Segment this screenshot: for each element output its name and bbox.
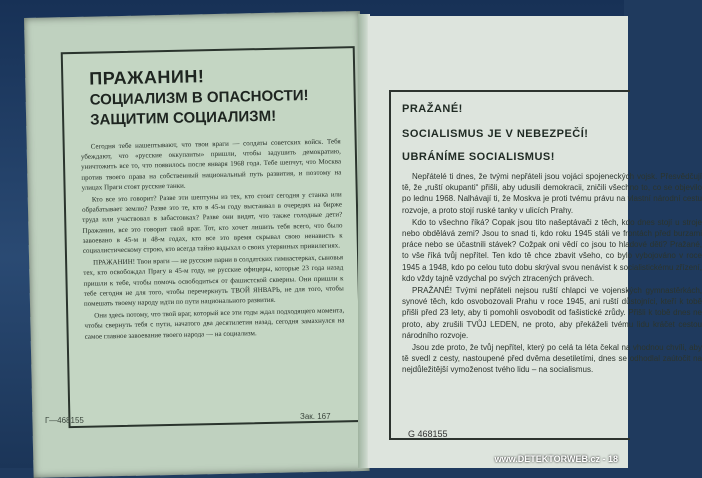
russian-paragraph: Сегодня тебе нашептывают, что твои враги — солдаты советских войск. Тебя убеждают, что «русские оккупанты» пришли, чтобы задушить демократию, уничтожить все то, что появилось после января 1968 года. Тебе шепчут, что Москва против твоего права на собственный национальный путь развития, и поэтому на улицах Праги стоят русские танки. — [80, 137, 342, 192]
russian-body-text — [81, 136, 345, 343]
left-page — [24, 11, 370, 478]
left-footer-order: Зак. 167 — [300, 412, 331, 421]
czech-paragraph: Kdo to všechno říká? Copak jsou tito našeptávači z těch, kdo dnes stojí u stroje nebo obdělává zemi? Jsou to snad ti, kdo roku 1945 stáli ve frontách před burzami práce nebo se účastnili stávek? Cožpak oni vědí co jsou to hladové děti? Pražané, to vše říká tvůj nepřítel. Ten kdo tě chce zbavit všeho, co bylo vybojováno v roce 1945 a 1948, kdo po celou tuto dobu skrýval svou nenávist k socialistickému zřízení, kdo vždy tajně vzdychal po svých ztracených právech. — [402, 217, 702, 283]
right-footer-code: G 468155 — [408, 429, 448, 439]
czech-paragraph: Nepřátelé ti dnes, že tvými nepřáteli jsou vojáci spojeneckých vojsk. Přesvědčují tě, že „ruští okupanti“ přišli, aby udusili demokracii, zničili všechno to, co se objevilo po lednu 1968. Nalhávají ti, že Moskva je proti tvému právu na vlastní národní cestu rozvoje, a proto stojí ruské tanky v ulicích Prahy. — [402, 172, 702, 215]
czech-paragraph: Jsou zde proto, že tvůj nepřítel, který po celá ta léta čekal na vhodnou chvíli, aby tě svedl z cesty, nastoupené před dvěma desetiletími, dnes se odhodlal zaútočit na nejdůležitější vymoženost tvého lidu – na socialismus. — [402, 343, 702, 375]
russian-heading-line-3: ЗАЩИТИМ СОЦИАЛИЗМ! — [89, 107, 277, 129]
czech-leaflet-frame — [389, 90, 702, 440]
czech-heading-line-3: UBRÁNÍME SOCIALISMUS! — [402, 151, 555, 163]
right-page — [368, 16, 702, 468]
russian-heading-line-2: СОЦИАЛИЗМ В ОПАСНОСТИ! — [89, 87, 309, 109]
russian-heading-line-1: ПРАЖАНИН! — [89, 66, 205, 89]
watermark-text: www.DETEKTORWEB.cz - 18 — [494, 454, 618, 464]
russian-paragraph: Они здесь потому, что твой враг, который все эти годы ждал подходящего момента, чтобы свернуть тебя с пути, начатого два десятилетия назад, сегодня замахнулся на самое главное завоевание твоего народа — на социализм. — [84, 306, 345, 341]
czech-heading-line-1: PRAŽANÉ! — [402, 103, 463, 115]
russian-paragraph: ПРАЖАНИН! Твои враги — не русские парни в солдатских гимнастерках, сыновья тех, кто освобождал Прагу в 45-м году, не русские офицеры, которые 23 года назад пришли к тебе, чтобы помочь освободиться от фашистской скверны. Они пришли к тебе сегодня не для того, чтобы перечеркнуть ТВОЙ ЯНВАРЬ, не для того, чтобы помешать твоему народу идти по пути национального развития. — [83, 253, 344, 308]
czech-body-text — [402, 171, 702, 377]
czech-paragraph: PRAŽANÉ! Tvými nepřáteli nejsou ruští chlapci ve vojenských gymnastěrkách, synové těch, kdo osvobozovali Prahu v roce 1945, ani ruští důstojníci, kteří k tobě přišli před 23 lety, aby ti pomohli osvobodit od fašistické zrůdy. Přišli k tobě dnes ne proto, aby zrušili TVŮJ LEDEN, ne proto, aby překáželi tvému lidu kráčet cestou národního rozvoje. — [402, 286, 702, 340]
russian-paragraph: Кто все это говорит? Разве эти шептуны из тех, кто стоит сегодня у станка или обрабатывает землю? Разве это те, кто в 45-м году выстаивал в очередях на бирже труда или участвовал в забастовках? Разве они видят, что также голодные дети? Пражанин, все это говорит твой враг. Тот, кто хочет лишить тебя всего, что было завоевано в 45-м и 48-м годах, кто все это время скрывал свою ненависть к социалистическому строю, кто всегда тайно вздыхал о своих утерянных привилегиях. — [81, 190, 343, 255]
left-footer-code: Г—468155 — [45, 416, 84, 425]
russian-leaflet-frame — [61, 46, 363, 428]
czech-heading-line-2: SOCIALISMUS JE V NEBEZPEČÍ! — [402, 128, 589, 140]
